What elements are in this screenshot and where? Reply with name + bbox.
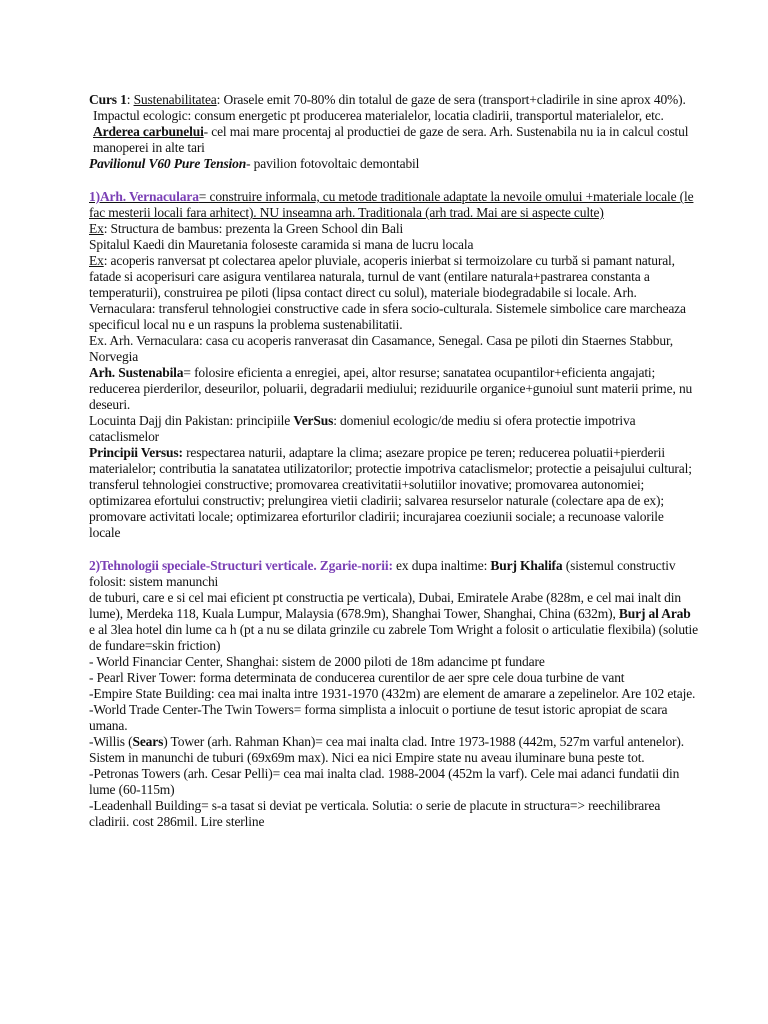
example-casamance: Ex. Arh. Vernaculara: casa cu acoperis ranverasat din Casamance, Senegal. Casa pe piloti din Staernes Stabbur, Norvegia <box>89 333 674 364</box>
paragraph-intro <box>89 92 698 108</box>
example-kaedi: Spitalul Kaedi din Mauretania foloseste caramida si mana de lucru locala <box>89 237 474 252</box>
section-2-heading: 2)Tehnologii speciale-Structuri verticale. Zgarie-norii: <box>89 558 393 573</box>
list-item-petronas: -Petronas Towers (arh. Cesar Pelli)= cea mai inalta clad. 1988-2004 (452m la varf). Cele mai adanci fundatii din lume (60-115m) <box>89 766 680 797</box>
section-2-continued <box>89 590 698 654</box>
dajj-text-1: Locuinta Dajj din Pakistan: principiile <box>89 413 294 428</box>
paragraph-sustainable <box>89 365 698 413</box>
coal-burning-term: Arderea carbunelui <box>93 124 204 139</box>
list-item-leadenhall: -Leadenhall Building= s-a tasat si deviat pe verticala. Solutia: o serie de placute in structura=> reechilibrarea cladirii. cost 286mil. Lire sterline <box>89 798 661 829</box>
section-1-definition: = construire informala, cu metode traditionale adaptate la nevoile omului +materiale locale (le fac mesterii locali fara arhitect). NU inseamna arh. Traditionala (arh trad. Mai are si aspecte culte) <box>89 189 694 220</box>
section-1-intro <box>89 189 698 221</box>
section-2-text-1: ex dupa inaltime: <box>392 558 491 573</box>
sustainable-text: = folosire eficienta a enregiei, apei, altor resurse; sanatatea ocupantilor+eficienta angajati; reducerea pierderilor, deseurilor, poluarii, degradarii mediului; reziduurile organice+gunoiul sunt materii prime, nu deseuri. <box>89 365 693 412</box>
willis-text-c: ) Tower (arh. Rahman Khan)= cea mai inalta clad. Intre 1973-1988 (442m, 527m varful antenelor). Sistem in manunchi de tuburi (69x69m max). Nici ea nici Empire state nu aveau iluminare buna peste tot. <box>89 734 684 765</box>
section-2-text-4: e al 3lea hotel din lume ca h (pt a nu se dilata grinzile cu zabrele Tom Wright a folosit o articulatie flexibila) (solutie de fundare=skin friction) <box>89 622 698 653</box>
section-2-text-3: de tuburi, care e si cel mai eficient pt constructia pe verticala), Dubai, Emiratele Arabe (828m, e cel mai inalt din lume), Merdeka 118, Kuala Lumpur, Malaysia (678.9m), Shanghai Tower, Shanghai, China (632m), <box>89 590 681 621</box>
section-1-heading: 1)Arh. Vernaculara <box>89 189 199 204</box>
example-techniques <box>89 253 698 333</box>
dajj-text-2: : domeniul ecologic/de mediu si ofera protectie impotriva cataclismelor <box>89 413 636 444</box>
paragraph-principles <box>89 445 698 541</box>
section-2-text-2: (sistemul constructiv folosit: sistem manunchi <box>89 558 676 589</box>
list-item-empire-state: -Empire State Building: cea mai inalta intre 1931-1970 (432m) are element de amarare a zepelinelor. Are 102 etaje. <box>89 686 696 701</box>
topic-title: Sustenabilitatea <box>133 92 217 107</box>
list-item-pearl-river: - Pearl River Tower: forma determinata de conducerea curentilor de aer spre cele doua turbine de vant <box>89 670 625 685</box>
principles-text: respectarea naturii, adaptare la clima; asezare propice pe teren; reducerea poluatii+pierderii materialelor; contributia la sanatatea utilizatorilor; protectie impotriva cataclismelor; protectie a peisajului cultural; transferul tehnologiei constructive; promovarea creativitatii+solutiilor inovative; promovarea autonomiei; optimizarea efortului constructiv; prelungirea vietii cladirii; salvarea resurselor naturale (colectare apa de ex); promovare activitati locale; optimizarea eforturilor cladirii; incurajarea coeziunii sociale; a recunoase valorile locale <box>89 445 692 540</box>
spacer <box>89 541 698 558</box>
list-item-willis <box>89 734 698 766</box>
willis-text-a: -Willis ( <box>89 734 133 749</box>
section-2-intro <box>89 558 698 590</box>
spacer <box>89 172 698 189</box>
principles-term: Principii Versus: <box>89 445 183 460</box>
example-bamboo-text: : Structura de bambus: prezenta la Green School din Bali <box>103 221 404 236</box>
impact-text: Impactul ecologic: consum energetic pt producerea materialelor, locatia cladirii, transportul materialelor, etc. <box>93 108 664 123</box>
sears-term: Sears <box>132 734 164 749</box>
intro-text: : Orasele emit 70-80% din totalul de gaze de sera (transport+cladirile in sine aprox 40%). <box>216 92 686 107</box>
paragraph-pavilion <box>89 156 698 172</box>
list-item-wfc: - World Financiar Center, Shanghai: sistem de 2000 piloti de 18m adancime pt fundare <box>89 654 545 669</box>
example-techniques-text: : acoperis ranversat pt colectarea apelor pluviale, acoperis inierbat si termoizolare cu turbă si pamant natural, fatade si acoperisuri care asigura ventilarea naturala, turnul de vant (entilare naturala+pastrarea constanta a temperaturii), construirea pe piloti (lipsa contact direct cu solul), materiale biodegradabile si locale. Arh. Vernaculara: transferul tehnologiei constructive cade in sfera socio-culturala. Sistemele simbolice care marcheaza specificul local nu e un raspuns la problema sustenabilitatii. <box>89 253 686 332</box>
versus-term: VerSus <box>293 413 334 428</box>
pavilion-name: Pavilionul V60 Pure Tension <box>89 156 247 171</box>
course-label: Curs 1 <box>89 92 127 107</box>
example-label: Ex <box>89 221 104 236</box>
list-item-wtc: -World Trade Center-The Twin Towers= forma simplista a inlocuit o portiune de tesut istoric apropiat de scara umana. <box>89 702 668 733</box>
example-bamboo <box>89 221 698 237</box>
pavilion-text: - pavilion fotovoltaic demontabil <box>246 156 420 171</box>
colon: : <box>126 92 134 107</box>
burj-khalifa-term: Burj Khalifa <box>490 558 563 573</box>
paragraph-impact <box>89 108 698 156</box>
paragraph-dajj <box>89 413 698 445</box>
burj-al-arab-term: Burj al Arab <box>618 606 691 621</box>
example-label: Ex <box>89 253 104 268</box>
coal-burning-text: - cel mai mare procentaj al productiei de gaze de sera. Arh. Sustenabila nu ia in calcul costul manoperei in alte tari <box>93 124 689 155</box>
sustainable-term: Arh. Sustenabila <box>89 365 184 380</box>
